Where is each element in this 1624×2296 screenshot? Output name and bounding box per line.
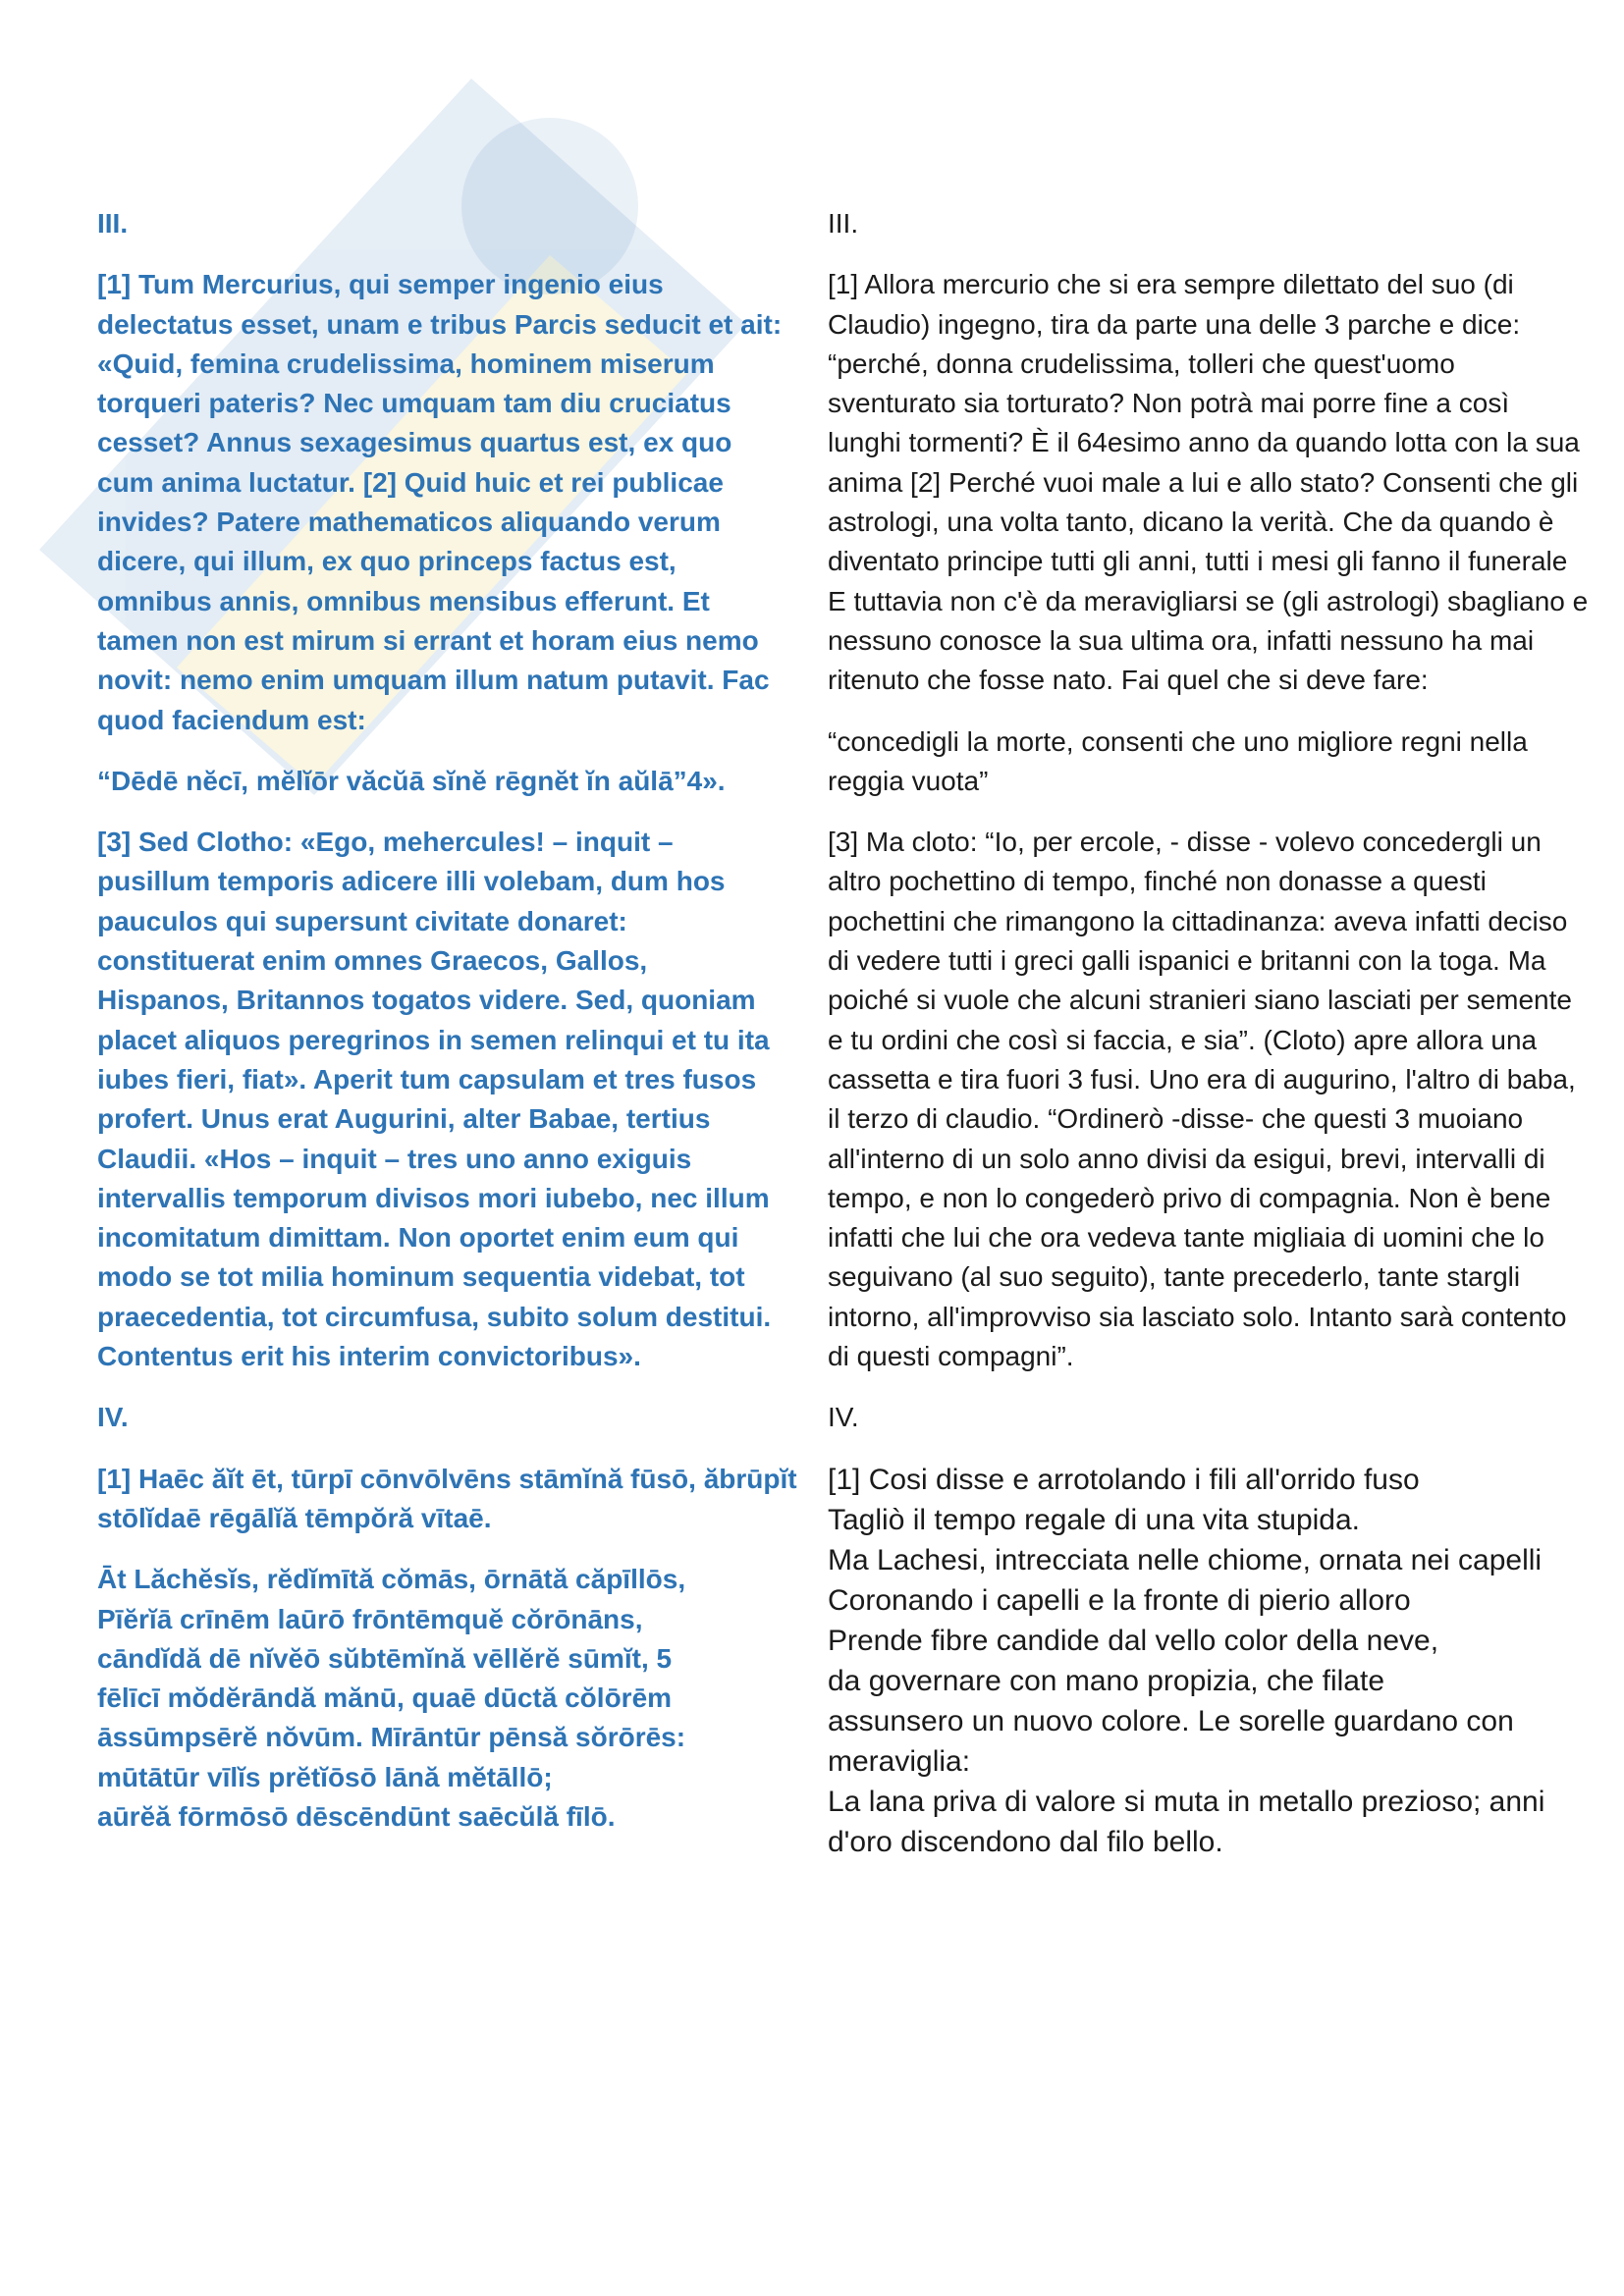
- poem-line: aūrĕă fōrmōsō dēscēndūnt saēcŭlă fīlō.: [97, 1800, 616, 1832]
- poem-line: meraviglia:: [828, 1744, 971, 1778]
- poem-line: fēlīcī mŏdĕrāndă mănū, quaē dūctă cŏlōrēm: [97, 1682, 673, 1714]
- latin-verse: “Dēdē nĕcī, mĕlĭōr văcŭā sĭnĕ rēgnĕt ĭn aŭlā”4».: [97, 765, 726, 796]
- poem-line: La lana priva di valore si muta in metallo prezioso; anni: [828, 1785, 1545, 1818]
- italian-paragraph-1: [1] Allora mercurio che si era sempre dilettato del suo (di Claudio) ingegno, tira da parte una delle 3 parche e dice: “perché, donna crudelissima, tolleri che quest'uomo sventurato sia torturato? Non potrà mai porre fine a così lunghi tormenti? È il 64esimo anno da quando lotta con la sua anima [2] Perché vuoi male a lui e allo stato? Consenti che gli astrologi, una volta tanto, dicano la verità. Che da quando è diventato principe tutti gli anni, tutti i mesi gli fanno il funerale E tuttavia non c'è da meravigliarsi se (gli astrologi) sbagliano e nessuno conosce la sua ultima ora, infatti nessuno ha mai ritenuto che fosse nato. Fai quel che si deve fare:: [828, 269, 1589, 696]
- poem-line: [1] Cosi disse e arrotolando i fili all'orrido fuso: [828, 1463, 1420, 1496]
- poem-line: da governare con mano propizia, che filate: [828, 1664, 1385, 1697]
- poem-line: Āt Lăchĕsĭs, rĕdĭmītă cŏmās, ōrnātă căpīllōs,: [97, 1564, 686, 1595]
- poem-line: Tagliò il tempo regale di una vita stupida.: [828, 1503, 1360, 1536]
- poem-line: Coronando i capelli e la fronte di pierio alloro: [828, 1583, 1411, 1617]
- poem-line: [1] Haēc ăĭt ēt, tūrpī cōnvōlvēns stāmĭnă fūsō, ăbrūpĭt: [97, 1463, 797, 1494]
- poem-line: stōlĭdaē rēgālĭă tēmpŏră vītaē.: [97, 1502, 492, 1533]
- poem-line: Ma Lachesi, intrecciata nelle chiome, ornata nei capelli: [828, 1543, 1543, 1576]
- italian-poem: [828, 1460, 1589, 1862]
- latin-paragraph-3: [3] Sed Clotho: «Ego, mehercules! – inquit – pusillum temporis adicere illi volebam, dum hos pauculos qui supersunt civitate donaret: constituerat enim omnes Graecos, Gallos, Hispanos, Britannos togatos videre. Sed, quoniam placet aliquos peregrinos in semen relinqui et tu ita iubes fieri, fiat». Aperit tum capsulam et tres fusos profert. Unus erat Augurini, alter Babae, tertius Claudii. «Hos – inquit – tres uno anno exiguis intervallis temporum divisos mori iubebo, nec illum incomitatum dimittam. Non oportet enim eum qui modo se tot milia hominum sequentia videbat, tot praecedentia, tot circumfusa, subito solum destitui. Contentus erit his interim convictoribus».: [97, 827, 772, 1372]
- italian-paragraph-3: [3] Ma cloto: “Io, per ercole, - disse - volevo concedergli un altro pochettino di tempo, finché non donasse a questi pochettini che rimangono la cittadinanza: aveva infatti deciso di vedere tutti i greci galli ispanici e britanni con la toga. Ma poiché si vuole che alcuni stranieri siano lasciati per semente e tu ordini che così si faccia, e sia”. (Cloto) apre allora una cassetta e tira fuori 3 fusi. Uno era di augurino, l'altro di baba, il terzo di claudio. “Ordinerò -disse- che questi 3 muoiano all'interno di un solo anno divisi da esigui, brevi, intervalli di tempo, e non lo congederò privo di compagnia. Non è bene infatti che lui che ora vedeva tante migliaia di uomini che lo seguivano (al suo seguito), tante precederlo, tante stargli intorno, all'improvviso sia lasciato solo. Intanto sarà contento di questi compagni”.: [828, 827, 1576, 1372]
- poem-line: Pīĕrĭā crīnēm laūrō frōntēmquĕ cŏrōnāns,: [97, 1603, 643, 1634]
- italian-heading-iv: IV.: [828, 1402, 859, 1433]
- poem-line: āssūmpsērĕ nŏvūm. Mīrāntūr pēnsă sŏrōrēs:: [97, 1722, 686, 1753]
- poem-line: cāndĭdă dē nĭvĕō sŭbtēmĭnă vēllĕrĕ sūmĭt, 5: [97, 1642, 673, 1674]
- poem-line: d'oro discendono dal filo bello.: [828, 1825, 1223, 1858]
- latin-poem-block-2: [97, 1560, 785, 1837]
- italian-heading-iii: III.: [828, 208, 859, 239]
- latin-column: [97, 204, 797, 1837]
- poem-line: assunsero un nuovo colore. Le sorelle guardano con: [828, 1704, 1514, 1737]
- italian-verse: “concedigli la morte, consenti che uno migliore regni nella reggia vuota”: [828, 725, 1528, 796]
- poem-line: Prende fibre candide dal vello color della neve,: [828, 1624, 1439, 1657]
- poem-line: mūtātūr vīlĭs prĕtĭōsō lānă mĕtāllō;: [97, 1761, 553, 1792]
- latin-heading-iv: IV.: [97, 1402, 129, 1433]
- latin-poem-block-1: [97, 1460, 797, 1539]
- latin-paragraph-1: [1] Tum Mercurius, qui semper ingenio eius delectatus esset, unam e tribus Parcis seducit et ait: «Quid, femina crudelissima, hominem miserum torqueri pateris? Nec umquam tam diu cruciatus cesset? Annus sexagesimus quartus est, ex quo cum anima luctatur. [2] Quid huic et rei publicae invides? Patere mathematicos aliquando verum dicere, qui illum, ex quo princeps factus est, omnibus annis, omnibus mensibus efferunt. Et tamen non est mirum si errant et horam eius nemo novit: nemo enim umquam illum natum putavit. Fac quod faciendum est:: [97, 269, 783, 735]
- italian-column: [828, 204, 1589, 1862]
- latin-heading-iii: III.: [97, 208, 129, 239]
